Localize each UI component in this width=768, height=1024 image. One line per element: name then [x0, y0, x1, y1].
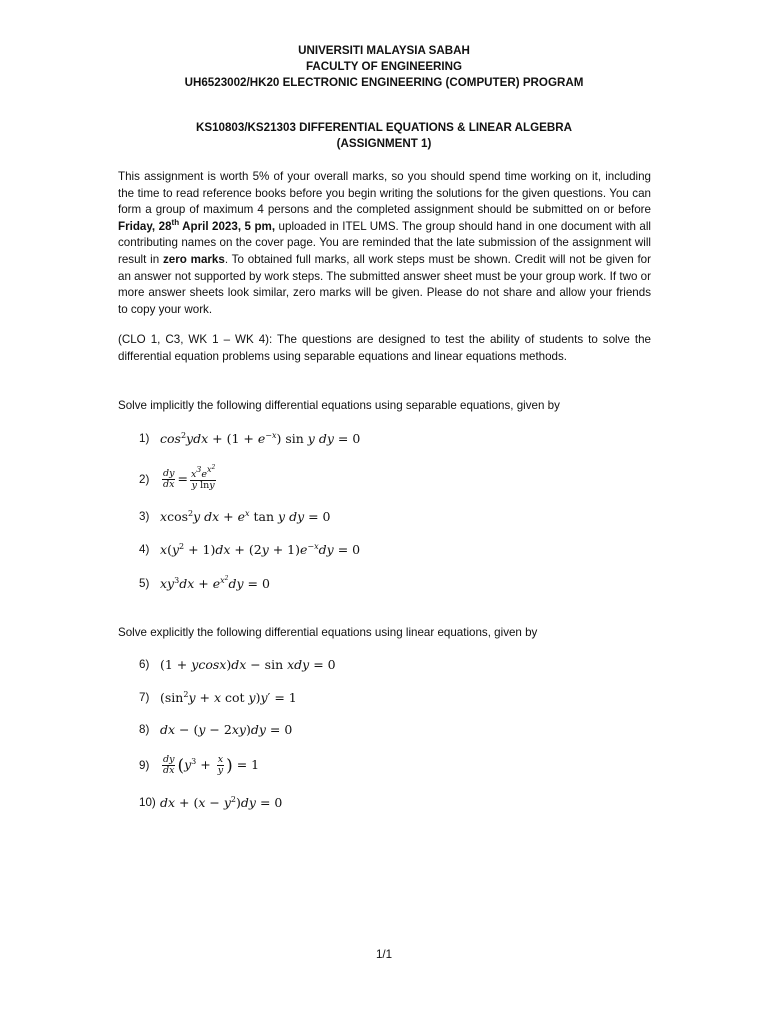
equation: xcos$^2$y dx + $e^x$ tan y dy = 0	[160, 508, 331, 524]
course-title: KS10803/KS21303 DIFFERENTIAL EQUATIONS & LINEAR ALGEBRA	[195, 121, 572, 134]
page-number: 1/1	[375, 948, 393, 961]
question-number: 4)	[139, 542, 150, 556]
question-9	[139, 754, 259, 776]
question-number: 7)	[139, 690, 150, 704]
program-name: UH6523002/HK20 ELECTRONIC ENGINEERING (COMPUTER) PROGRAM	[184, 76, 584, 89]
equation: dx − (y − 2xy)dy = 0	[160, 721, 293, 737]
faculty-name: FACULTY OF ENGINEERING	[305, 60, 463, 73]
section1-instruction: Solve implicitly the following differential equations using separable equations, given by	[118, 399, 560, 412]
university-name: UNIVERSITI MALAYSIA SABAH	[298, 44, 470, 57]
zero-marks: zero marks	[163, 252, 225, 266]
question-8	[139, 718, 292, 740]
question-number: 2)	[139, 472, 150, 486]
equation: $\frac{dy}{dx}$ ($y^3$ + $\frac{x}{y}$ ) = 1	[163, 753, 260, 776]
question-4	[139, 538, 360, 560]
equation: $\frac{dy}{dx}$ = $\frac{x^3e^{x^2}}{\text{y lny}}$	[163, 463, 216, 491]
question-number: 5)	[139, 576, 150, 590]
question-5	[139, 572, 270, 594]
question-number: 10)	[139, 795, 156, 809]
equation: $\cos^2ydx + (1 + e^{-x})$ sin y dy = 0	[160, 430, 361, 446]
equation: (1 + ycosx)dx − sin xdy = 0	[160, 656, 336, 672]
question-number: 8)	[139, 722, 150, 736]
deadline: Friday, 28th April 2023, 5 pm,	[118, 217, 276, 233]
section2-instruction: Solve explicitly the following differential equations using linear equations, given by	[118, 626, 538, 639]
question-number: 6)	[139, 657, 150, 671]
question-7	[139, 686, 297, 708]
question-number: 9)	[139, 758, 150, 772]
question-6	[139, 653, 336, 675]
clo-paragraph: (CLO 1, C3, WK 1 – WK 4): The questions are designed to test the ability of students to solve the differential equation problems using separable equations and linear equations methods.	[118, 333, 651, 363]
question-10	[139, 791, 282, 813]
equation: $x(y^2 + 1)dx + (2y + 1)e^{-x}dy = 0$	[160, 541, 361, 557]
question-number: 3)	[139, 509, 150, 523]
equation: $xy^3dx + e^{x^2}dy = 0$	[160, 574, 270, 591]
equation: ($\sin^2y + x$ cot y)y′ = 1	[160, 689, 297, 705]
question-3	[139, 505, 331, 527]
intro-paragraph: This assignment is worth 5% of your overall marks, so you should spend time working on it, including the time to read reference books before you begin writing the solutions for the given questions. You can form a group of maximum 4 persons and the completed assignment should be submitted on or before Friday, 28th April 2023, 5 pm, uploaded in ITEL UMS. The group should hand in one document with all contributing names on the cover page. You are reminded that the late submission of the assignment will result in zero marks. To obtained full marks, all work steps must be shown. Credit will not be given for an answer not supported by work steps. The submitted answer sheet must be your group work. If two or more answer sheets look similar, zero marks will be given. Please do not share and allow your friends to copy your work.	[118, 170, 651, 316]
question-2	[139, 463, 218, 491]
question-1	[139, 427, 360, 449]
assignment-title: (ASSIGNMENT 1)	[336, 137, 432, 150]
equation: dx + $(x - y^2)dy = 0$	[160, 794, 283, 810]
question-number: 1)	[139, 431, 150, 445]
